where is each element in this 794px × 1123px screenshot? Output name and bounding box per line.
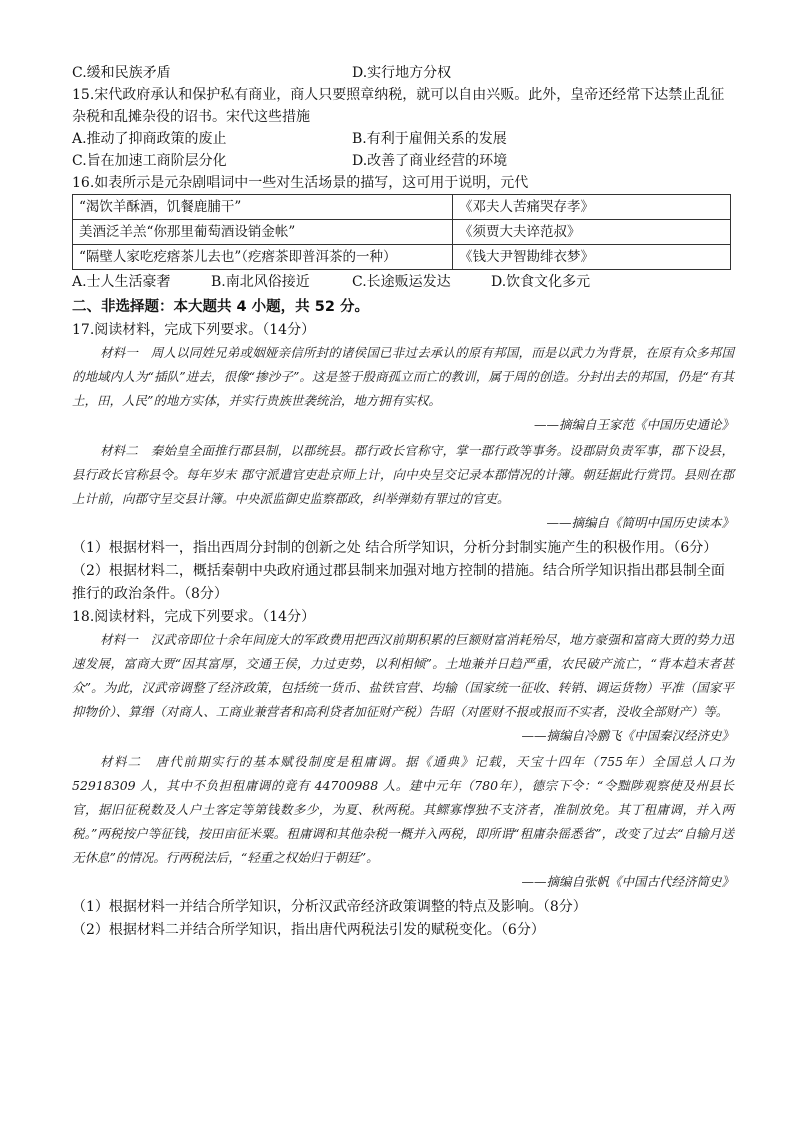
q17-material-1: 材料一 周人以同姓兄弟或姻娅亲信所封的诸侯国已非过去承认的原有邦国，而是以武力为背景，在原有众多邦国的地域内人为“插队”进去，很像“掺沙子”。这是签于殷商孤立而亡的教训，属于周的创造。分封出去的邦国，仍是“有其土，田，人民”的地方实体，并实行贵族世袭统治，地方拥有实权。 [72, 345, 734, 408]
q16-table [72, 194, 731, 270]
table-cell-quote: “渴饮羊酥酒，饥餐鹿脯干” [73, 195, 453, 220]
q18-sub-1: （1）根据材料一并结合所学知识，分析汉武帝经济政策调整的特点及影响。（8分） [72, 899, 587, 915]
q15-option-d: D.改善了商业经营的环境 [352, 153, 508, 169]
q17-material-1-source: ——摘编自王家范《中国历史通论》 [533, 417, 734, 432]
q17-sub-2a: （2）根据材料二，概括秦朝中央政府通过郡县制来加强对地方控制的措施。结合所学知识指出郡县制全面 [72, 563, 725, 579]
q16-option-b: B.南北风俗接近 [211, 274, 310, 290]
q16-stem: 16.如表所示是元杂剧唱词中一些对生活场景的描写，这可用于说明，元代 [72, 175, 529, 191]
q15-option-c: C.旨在加速工商阶层分化 [72, 153, 227, 169]
q18-material-2: 材料二 唐代前期实行的基本赋役制度是租庸调。据《通典》记载，天宝十四年（755年）全国总人口为 52918309 人，其中不负担租庸调的竟有 44700988 人。建中元年（780年），德宗下令：“令黜陟观察使及州县长官，据旧征税数及人户土客定等第钱数多少，为夏、秋两税。其鳏寡惸独不支济者，准制放免。其丁租庸调，并入两税。”两税按户等征钱，按田亩征米粟。租庸调和其他杂税一概并入两税，即所谓“租庸杂徭悉省”，改变了过去“自输月送无休息”的情况。行两税法后，“轻重之权始归于朝廷”。 [72, 754, 734, 865]
exam-page [72, 62, 734, 942]
q16-option-c: C.长途贩运发达 [352, 274, 451, 290]
table-cell-quote: “隔壁人家吃疙瘩茶儿去也”（疙瘩茶即普洱茶的一种） [73, 245, 453, 270]
q15-options-row2 [72, 150, 734, 172]
table-row [73, 195, 731, 220]
q18-head: 18.阅读材料，完成下列要求。（14分） [72, 609, 316, 625]
q16-option-a: A.士人生活豪奢 [72, 274, 171, 290]
q17-material-2: 材料二 秦始皇全面推行郡县制，以郡统县。郡行政长官称守，掌一郡行政等事务。设郡尉负责军事，郡下设县，县行政长官称县令。每年岁末 郡守派遣官吏赴京师上计，向中央呈交记录本郡情况的计簿。朝廷据此行赏罚。县则在郡上计前，向郡守呈交县计簿。中央派监御史监察郡政，纠举弹劾有罪过的官吏。 [72, 443, 734, 506]
q18-sub-2: （2）根据材料二并结合所学知识，指出唐代两税法引发的赋税变化。（6分） [72, 922, 545, 938]
q18-material-1-source: ——摘编自冷鹏飞《中国秦汉经济史》 [521, 728, 734, 743]
section-title: 二、非选择题：本大题共 4 小题，共 52 分。 [72, 299, 369, 315]
q15-option-a: A.推动了抑商政策的废止 [72, 131, 227, 147]
q17-head: 17.阅读材料，完成下列要求。（14分） [72, 322, 316, 338]
q14-option-d: D.实行地方分权 [352, 65, 452, 81]
table-row [73, 245, 731, 270]
q17-sub-1: （1）根据材料一，指出西周分封制的创新之处 结合所学知识，分析分封制实施产生的积极作用。（6分） [72, 540, 718, 556]
table-cell-quote: 美酒泛羊羔“你那里葡萄酒设销金帐” [73, 220, 453, 245]
q18-material-2-source: ——摘编自张帆《中国古代经济简史》 [521, 874, 734, 889]
q15-stem-line1: 15.宋代政府承认和保护私有商业，商人只要照章纳税，就可以自由兴贩。此外，皇帝还经常下达禁止乱征 [72, 87, 725, 103]
table-row [73, 220, 731, 245]
table-cell-source: 《须贾大夫谇范叔》 [453, 220, 731, 245]
q14-options [72, 62, 734, 84]
table-cell-source: 《邓夫人苦痛哭存孝》 [453, 195, 731, 220]
q14-option-c: C.缓和民族矛盾 [72, 65, 171, 81]
q16-option-d: D.饮食文化多元 [491, 274, 591, 290]
q16-options [72, 271, 734, 293]
q15-stem-line2: 杂税和乱摊杂役的诏书。宋代这些措施 [72, 109, 310, 125]
q17-material-2-source: ——摘编自《简明中国历史读本》 [546, 515, 734, 530]
q18-material-1: 材料一 汉武帝即位十余年间庞大的军政费用把西汉前期积累的巨额财富消耗殆尽，地方豪强和富商大贾的势力迅速发展，富商大贾“因其富厚，交通王侯，力过吏势，以利相倾”。土地兼并日趋严重，农民破产流亡，“背本趋末者甚众”。为此，汉武帝调整了经济政策，包括统一货币、盐铁官营、均输（国家统一征收、转销、调运货物）平准（国家平抑物价）、算缗（对商人、工商业兼营者和高利贷者加征财产税）告昭（对匿财不报或报而不实者，没收全部财产）等。 [72, 632, 734, 719]
table-cell-source: 《钱大尹智勘绯衣梦》 [453, 245, 731, 270]
q15-options-row1 [72, 128, 734, 150]
q17-sub-2b: 推行的政治条件。（8分） [72, 586, 228, 602]
q15-option-b: B.有利于雇佣关系的发展 [352, 131, 507, 147]
